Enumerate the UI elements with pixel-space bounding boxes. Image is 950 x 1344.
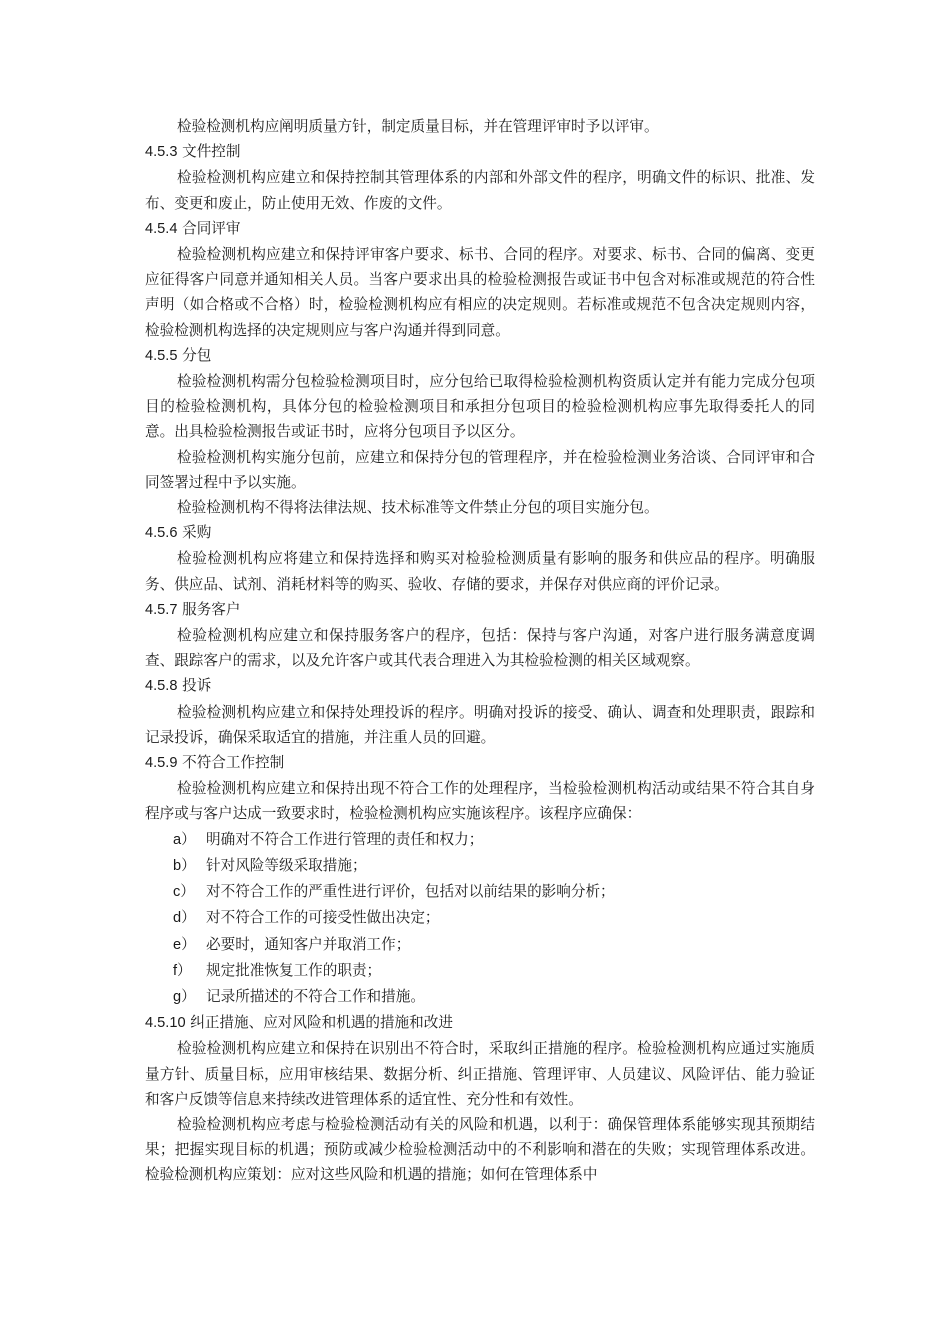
list-item	[145, 853, 815, 879]
list-item-text: 规定批准恢复工作的职责；	[206, 961, 382, 979]
list-item	[145, 932, 815, 958]
section-title: 采购	[182, 524, 212, 542]
list-item	[145, 905, 815, 931]
list-item-label: a）	[173, 831, 196, 848]
list-item-text: 记录所描述的不符合工作和措施。	[206, 987, 425, 1005]
paragraph: 检验检测机构应建立和保持服务客户的程序，包括：保持与客户沟通，对客户进行服务满意度调查、跟踪客户的需求，以及允许客户或其代表合理进入为其检验检测的相关区域观察。	[145, 627, 815, 670]
list-item-text: 必要时，通知客户并取消工作；	[206, 935, 411, 953]
section-heading-4-5-3	[145, 139, 815, 165]
section-number: 4.5.9	[145, 755, 178, 772]
list-item-label: c）	[173, 884, 195, 901]
section-title: 投诉	[182, 677, 212, 695]
section-heading-4-5-4	[145, 216, 815, 242]
list-item-text: 对不符合工作的严重性进行评价，包括对以前结果的影响分析；	[206, 883, 615, 901]
section-number: 4.5.4	[145, 220, 178, 237]
section-heading-4-5-8	[145, 673, 815, 699]
list-item-text: 针对风险等级采取措施；	[206, 856, 367, 874]
list-item-label: b）	[173, 857, 196, 874]
section-number: 4.5.6	[145, 525, 178, 542]
section-title: 合同评审	[182, 219, 241, 237]
section-heading-4-5-6	[145, 520, 815, 546]
section-heading-4-5-7	[145, 597, 815, 623]
list-item	[145, 958, 815, 984]
paragraph: 检验检测机构应将建立和保持选择和购买对检验检测质量有影响的服务和供应品的程序。明确服务、供应品、试剂、消耗材料等的购买、验收、存储的要求，并保存对供应商的评价记录。	[145, 550, 815, 593]
paragraph: 检验检测机构应建立和保持在识别出不符合时，采取纠正措施的程序。检验检测机构应通过实施质量方针、质量目标，应用审核结果、数据分析、纠正措施、管理评审、人员建议、风险评估、能力验证和客户反馈等信息来持续改进管理体系的适宜性、充分性和有效性。	[145, 1040, 815, 1108]
paragraph: 检验检测机构需分包检验检测项目时，应分包给已取得检验检测机构资质认定并有能力完成分包项目的检验检测机构，具体分包的检验检测项目和承担分包项目的检验检测机构应事先取得委托人的同意。出具检验检测报告或证书时，应将分包项目予以区分。	[145, 373, 815, 441]
intro-paragraph: 检验检测机构应阐明质量方针，制定质量目标，并在管理评审时予以评审。	[177, 118, 659, 135]
list-item-label: e）	[173, 936, 196, 953]
section-heading-4-5-5	[145, 343, 815, 369]
list-item	[145, 827, 815, 853]
document-body	[145, 114, 815, 1188]
list-item-label: f）	[173, 962, 192, 979]
section-number: 4.5.3	[145, 144, 178, 161]
list-item	[145, 984, 815, 1010]
section-title: 文件控制	[182, 143, 241, 161]
paragraph: 检验检测机构应建立和保持出现不符合工作的处理程序，当检验检测机构活动或结果不符合其自身程序或与客户达成一致要求时，检验检测机构应实施该程序。该程序应确保：	[145, 780, 815, 823]
paragraph: 检验检测机构应建立和保持处理投诉的程序。明确对投诉的接受、确认、调查和处理职责，跟踪和记录投诉，确保采取适宜的措施，并注重人员的回避。	[145, 703, 815, 746]
section-number: 4.5.5	[145, 347, 178, 364]
list-item	[145, 879, 815, 905]
paragraph: 检验检测机构应考虑与检验检测活动有关的风险和机遇，以利于：确保管理体系能够实现其预期结果；把握实现目标的机遇；预防或减少检验检测活动中的不利影响和潜在的失败；实现管理体系改进。检验检测机构应策划：应对这些风险和机遇的措施；如何在管理体系中	[145, 1115, 815, 1184]
paragraph: 检验检测机构应建立和保持控制其管理体系的内部和外部文件的程序，明确文件的标识、批准、发布、变更和废止，防止使用无效、作废的文件。	[145, 169, 815, 212]
paragraph: 检验检测机构应建立和保持评审客户要求、标书、合同的程序。对要求、标书、合同的偏离、变更应征得客户同意并通知相关人员。当客户要求出具的检验检测报告或证书中包含对标准或规范的符合性声明（如合格或不合格）时，检验检测机构应有相应的决定规则。若标准或规范不包含决定规则内容，检验检测机构选择的决定规则应与客户沟通并得到同意。	[145, 246, 815, 339]
section-title: 纠正措施、应对风险和机遇的措施和改进	[190, 1014, 453, 1032]
section-number: 4.5.8	[145, 678, 178, 695]
section-heading-4-5-10	[145, 1010, 815, 1036]
section-heading-4-5-9	[145, 750, 815, 776]
section-title: 服务客户	[182, 600, 241, 618]
paragraph: 检验检测机构不得将法律法规、技术标准等文件禁止分包的项目实施分包。	[177, 499, 659, 517]
paragraph: 检验检测机构实施分包前，应建立和保持分包的管理程序，并在检验检测业务洽谈、合同评审和合同签署过程中予以实施。	[145, 448, 815, 491]
list-item-text: 明确对不符合工作进行管理的责任和权力；	[206, 830, 484, 848]
section-number: 4.5.7	[145, 601, 178, 618]
section-title: 不符合工作控制	[182, 754, 285, 772]
section-number: 4.5.10	[145, 1015, 186, 1032]
list-item-text: 对不符合工作的可接受性做出决定；	[206, 909, 440, 927]
list-item-label: g）	[173, 988, 196, 1005]
section-title: 分包	[182, 346, 212, 364]
list-item-label: d）	[173, 910, 196, 927]
